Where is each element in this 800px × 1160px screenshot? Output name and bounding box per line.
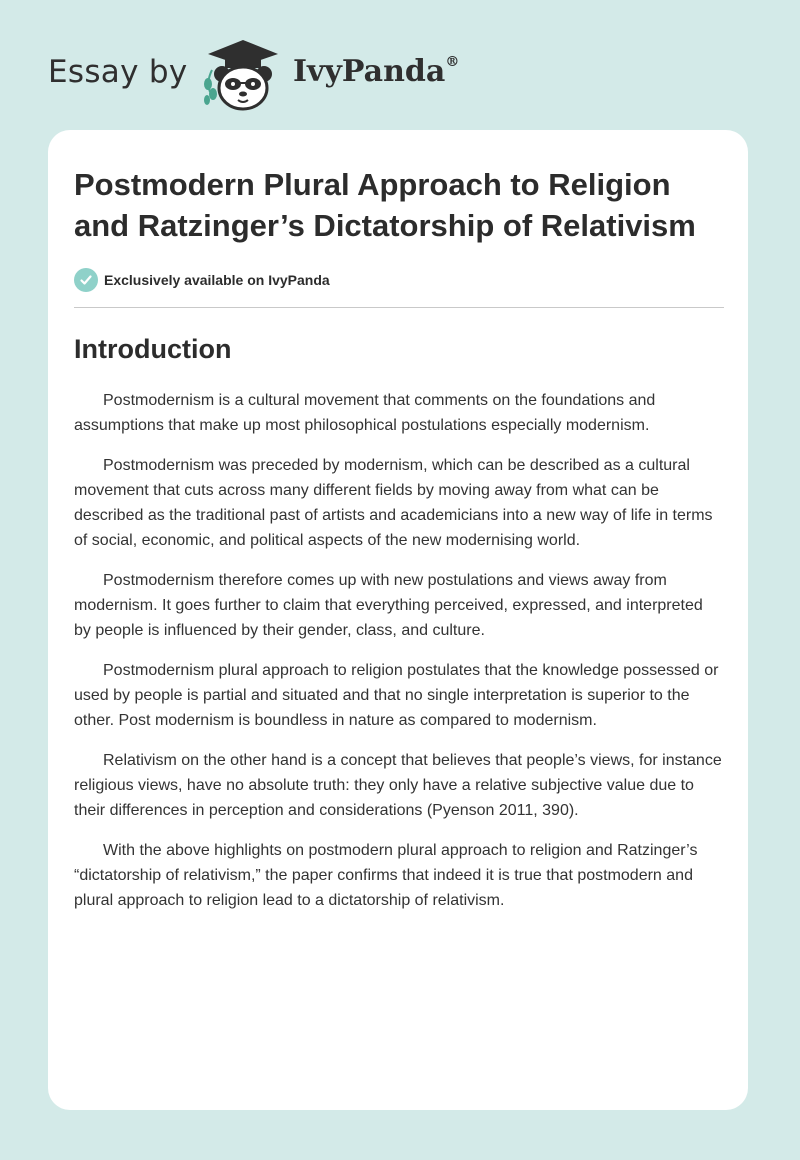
panda-logo-icon[interactable]: [198, 36, 288, 112]
divider: [74, 307, 724, 308]
paragraph: Postmodernism was preceded by modernism, which can be described as a cultural movement that cuts across many different fields by moving away from what can be described as the traditional past of artists and academicians into a new way of life in terms of social, economic, and political aspects of the new modernising world.: [74, 457, 713, 549]
badge-text: Exclusively available on IvyPanda: [104, 272, 330, 288]
exclusive-badge: [74, 268, 724, 292]
section-title: Introduction: [74, 334, 232, 364]
site-header: [48, 34, 568, 114]
essay-by-label: Essay by: [48, 54, 188, 90]
registered-mark: ®: [445, 54, 460, 70]
brand-name-text: IvyPanda: [293, 54, 446, 89]
paragraph: Relativism on the other hand is a concept that believes that people’s views, for instance religious views, have no absolute truth: they only have a relative subjective value due to their differences in perception and considerations (Pyenson 2011, 390).: [74, 752, 722, 819]
check-circle-icon: [74, 268, 98, 292]
essay-content: [74, 130, 724, 913]
essay-title: Postmodern Plural Approach to Religion and Ratzinger’s Dictatorship of Relativism: [74, 167, 696, 243]
paragraph: Postmodernism plural approach to religion postulates that the knowledge possessed or used by people is partial and situated and that no single interpretation is superior to the other. Post modernism is boundless in nature as compared to modernism.: [74, 662, 719, 729]
paragraph: With the above highlights on postmodern plural approach to religion and Ratzinger’s “dictatorship of relativism,” the paper confirms that indeed it is true that postmodern and plural approach to religion lead to a dictatorship of relativism.: [74, 842, 698, 909]
brand-name[interactable]: [293, 54, 459, 89]
essay-card: [48, 130, 748, 1110]
paragraph: Postmodernism therefore comes up with new postulations and views away from modernism. It goes further to claim that everything perceived, expressed, and interpreted by people is influenced by their gender, class, and culture.: [74, 572, 703, 639]
paragraph: Postmodernism is a cultural movement that comments on the foundations and assumptions that make up most philosophical postulations especially modernism.: [74, 392, 656, 434]
